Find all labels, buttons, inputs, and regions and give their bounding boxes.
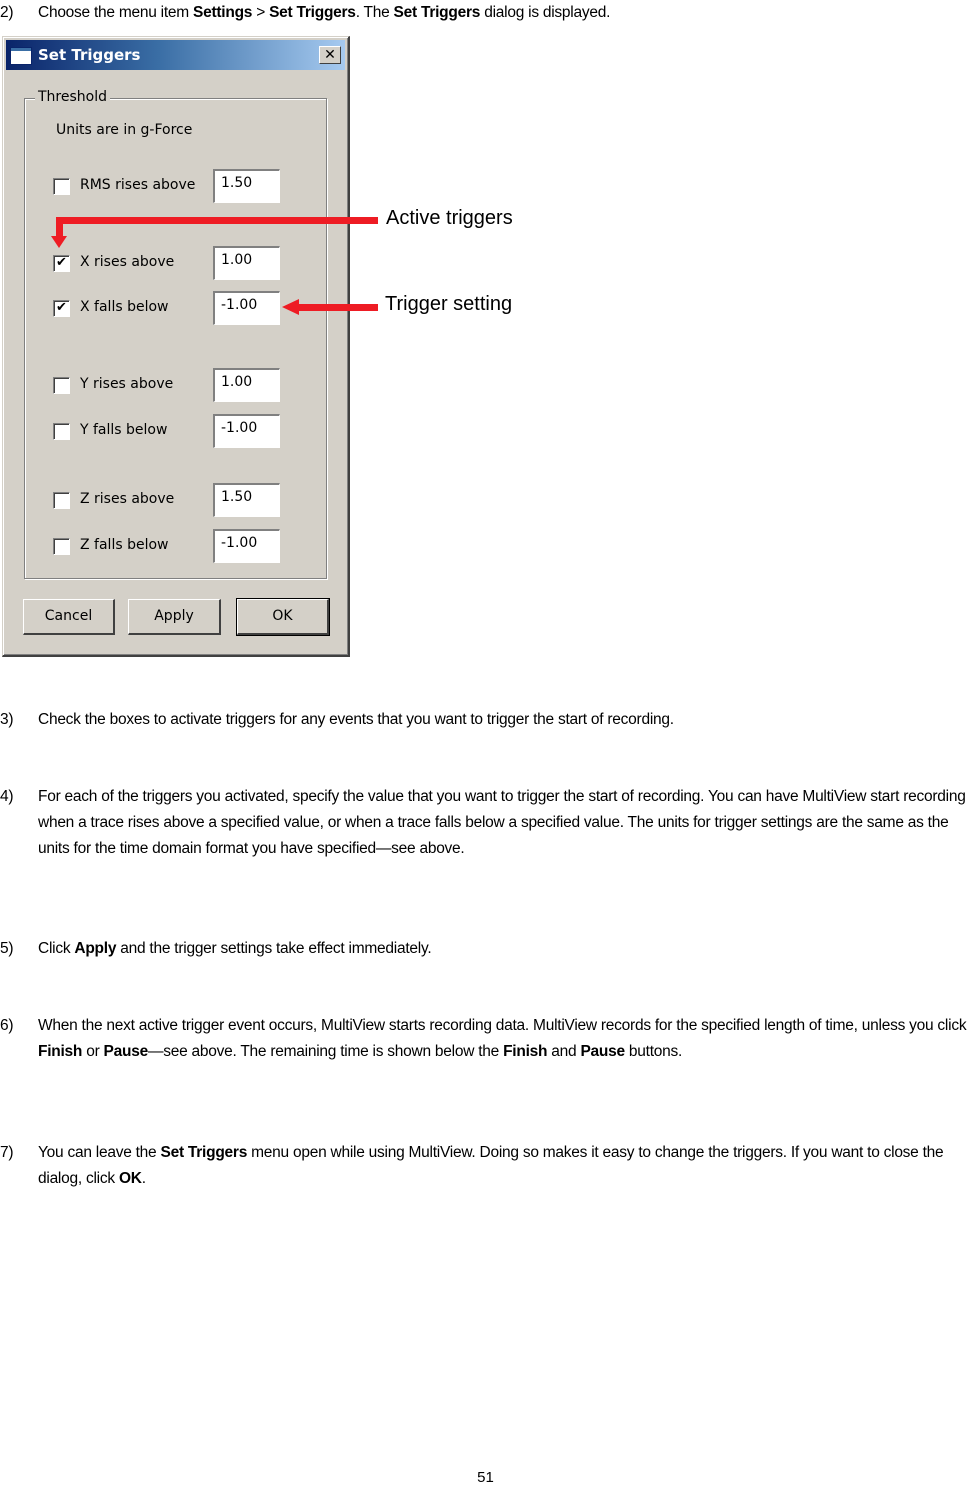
trigger-row-y-rises [53, 368, 293, 402]
step-6 [0, 1013, 968, 1065]
step-4 [0, 784, 968, 862]
z-rises-value-input[interactable]: 1.50 [213, 483, 280, 517]
dialog-title: Set Triggers [38, 46, 141, 64]
z-rises-label: Z rises above [80, 491, 175, 507]
bold-term: Set Triggers [269, 4, 356, 21]
bold-term: Set Triggers [393, 4, 481, 21]
y-falls-value-input[interactable]: -1.00 [213, 414, 280, 448]
text-run: or [82, 1043, 104, 1060]
x-falls-value-input[interactable]: -1.00 [213, 291, 280, 325]
y-falls-checkbox[interactable] [53, 423, 70, 440]
text-run: . [141, 1170, 146, 1187]
step-text [38, 707, 968, 733]
bold-term: OK [118, 1170, 142, 1187]
bold-term: Set Triggers [160, 1144, 248, 1161]
z-falls-value-input[interactable]: -1.00 [213, 529, 280, 563]
x-falls-checkbox[interactable]: ✔ [53, 300, 70, 317]
trigger-row-y-falls [53, 414, 293, 448]
apply-button[interactable]: Apply [128, 599, 221, 635]
bold-term: Pause [580, 1043, 625, 1060]
step-number: 2) [0, 4, 14, 21]
z-falls-label: Z falls below [80, 537, 169, 553]
set-triggers-dialog [2, 36, 350, 657]
step-text [38, 1013, 968, 1065]
bold-term: Finish [38, 1043, 83, 1060]
close-icon: ✕ [324, 47, 336, 63]
x-falls-label: X falls below [80, 299, 169, 315]
trigger-setting-label: Trigger setting [385, 293, 513, 315]
text-run: You can leave the [38, 1144, 161, 1161]
x-rises-value-input[interactable]: 1.00 [213, 246, 280, 280]
text-run: Click [38, 940, 75, 957]
step-5 [0, 936, 968, 962]
rms-rises-label: RMS rises above [80, 177, 196, 193]
text-run: and [547, 1043, 581, 1060]
step-number: 5) [0, 940, 14, 957]
y-rises-label: Y rises above [80, 376, 174, 392]
text-run: . The [355, 4, 394, 21]
trigger-row-z-falls [53, 529, 293, 563]
text-run: buttons. [624, 1043, 683, 1060]
y-falls-label: Y falls below [80, 422, 168, 438]
rms-rises-value-input[interactable]: 1.50 [213, 169, 280, 203]
text-run: Check the boxes to activate triggers for any events that you want to trigger the start of recording. [38, 711, 674, 728]
active-triggers-label: Active triggers [386, 207, 513, 229]
z-rises-checkbox[interactable] [53, 492, 70, 509]
text-run: > [252, 4, 270, 21]
step-number: 7) [0, 1144, 14, 1161]
window-icon [10, 47, 32, 65]
text-run: —see above. The remaining time is shown below the [147, 1043, 504, 1060]
step-3 [0, 707, 968, 733]
step-text [38, 0, 968, 26]
text-run: Choose the menu item [38, 4, 194, 21]
step-number: 4) [0, 788, 14, 805]
bold-term: Apply [74, 940, 117, 957]
text-run: and the trigger settings take effect immediately. [116, 940, 432, 957]
cancel-button[interactable]: Cancel [23, 599, 115, 635]
text-run: For each of the triggers you activated, specify the value that you want to trigger the start of recording. You can have MultiView start recording when a trace rises above a specified value, or when a trace falls below a specified value. The units for trigger settings are the same as the units for the time domain format you have specified—see above. [38, 788, 966, 857]
trigger-row-x-rises [53, 246, 293, 280]
step-text [38, 936, 968, 962]
bold-term: Finish [503, 1043, 548, 1060]
trigger-row-rms-rises [53, 169, 293, 203]
x-rises-checkbox[interactable]: ✔ [53, 255, 70, 272]
step-text [38, 1140, 968, 1192]
text-run: When the next active trigger event occurs, MultiView starts recording data. MultiView records for the specified length of time, unless you click [38, 1017, 967, 1034]
bold-term: Pause [103, 1043, 148, 1060]
step-number: 3) [0, 711, 14, 728]
bold-term: Settings [193, 4, 253, 21]
dialog-titlebar[interactable] [6, 40, 345, 70]
y-rises-checkbox[interactable] [53, 377, 70, 394]
text-run: menu open while using MultiView. Doing so makes it easy to change the triggers. If you want to close the dialog, click [38, 1144, 944, 1187]
ok-button[interactable]: OK [237, 599, 329, 635]
text-run: dialog is displayed. [480, 4, 611, 21]
step-7 [0, 1140, 968, 1192]
trigger-row-x-falls [53, 291, 293, 325]
close-button[interactable] [319, 46, 341, 64]
rms-rises-checkbox[interactable] [53, 178, 70, 195]
threshold-group-label: Threshold [35, 89, 110, 105]
page-number: 51 [477, 1469, 494, 1486]
units-label: Units are in g-Force [56, 122, 193, 138]
step-2 [0, 0, 968, 26]
trigger-row-z-rises [53, 483, 293, 517]
y-rises-value-input[interactable]: 1.00 [213, 368, 280, 402]
x-rises-label: X rises above [80, 254, 175, 270]
z-falls-checkbox[interactable] [53, 538, 70, 555]
step-text [38, 784, 968, 862]
step-number: 6) [0, 1017, 14, 1034]
